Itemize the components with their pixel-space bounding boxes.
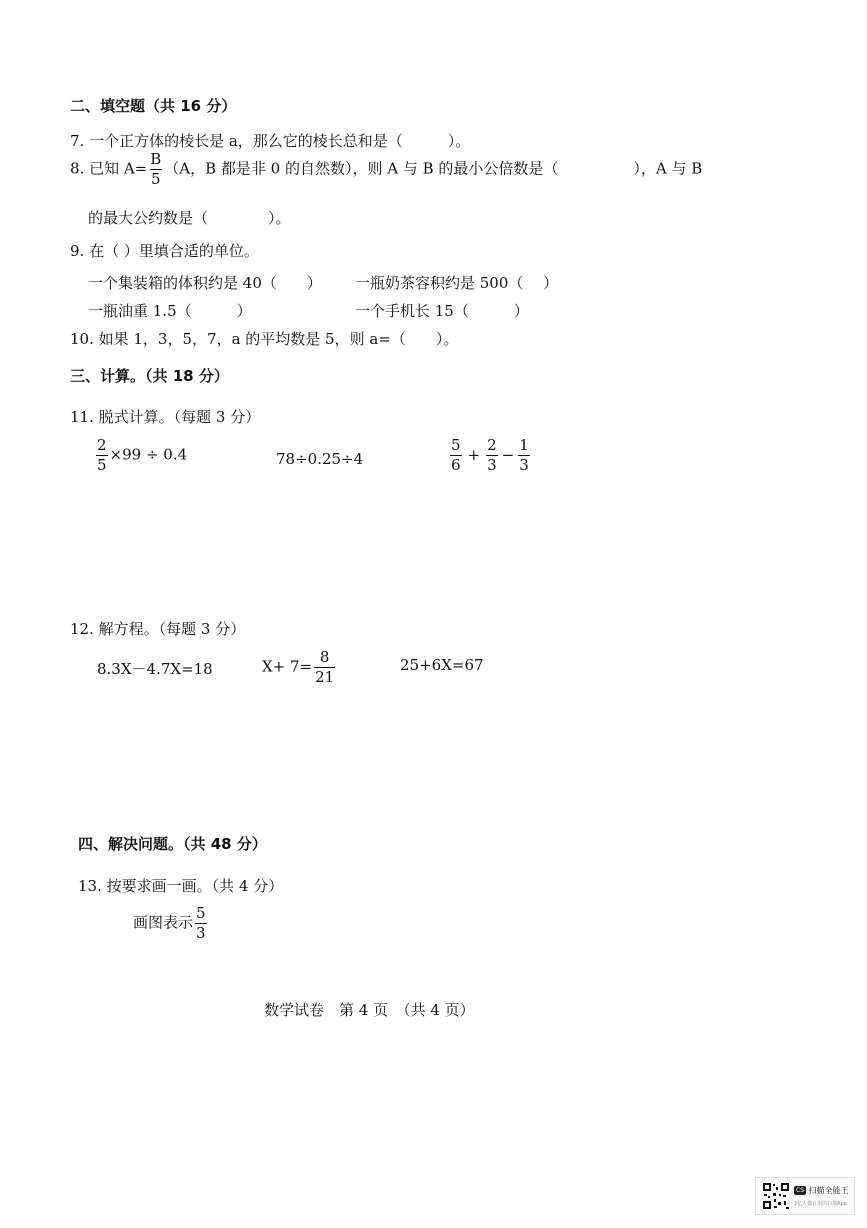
question-9-item-b: 一瓶奶茶容积约是 500（ ） [355, 274, 559, 292]
fraction-numerator: 2 [487, 436, 497, 454]
fraction-denominator: 3 [519, 456, 529, 474]
question-13-task [133, 906, 209, 941]
question-12-eq-1: 8.3X－4.7X=18 [97, 660, 213, 678]
operator-minus: − [501, 445, 515, 464]
fraction-8-over-21 [314, 650, 335, 685]
fraction-5-over-3 [195, 906, 207, 941]
question-8-prefix: 8. 已知 A= [70, 159, 148, 178]
question-8-middle: （A，B 都是非 0 的自然数），则 A 与 B 的最小公倍数是（ ），A 与 B [164, 159, 703, 178]
fraction-2-over-3 [486, 438, 498, 473]
question-11-expr-1 [94, 438, 187, 473]
question-11-stem: 11. 脱式计算。（每题 3 分） [70, 408, 261, 426]
question-11-expr-3 [448, 438, 532, 473]
fraction-1-over-3 [518, 438, 530, 473]
question-9-item-a: 一个集装箱的体积约是 40（ ） [88, 274, 322, 292]
section-heading-fill-in: 二、填空题（共 16 分） [70, 97, 237, 115]
scanner-tagline: 3亿人都在用的扫描App [794, 1201, 847, 1207]
fraction-numerator: 5 [451, 436, 461, 454]
scanner-badge [755, 1177, 855, 1215]
fraction-numerator: 5 [196, 904, 206, 922]
operator-plus: + [467, 445, 481, 464]
question-8-line2: 的最大公约数是（ ）。 [88, 209, 291, 227]
question-8 [70, 152, 702, 187]
fraction-denominator: 21 [315, 668, 335, 686]
section-heading-problem-solving: 四、解决问题。（共 48 分） [78, 835, 267, 853]
fraction-denominator: 6 [451, 456, 461, 474]
fraction-denominator: 3 [196, 924, 206, 942]
question-12-stem: 12. 解方程。（每题 3 分） [70, 620, 246, 638]
question-7: 7. 一个正方体的棱长是 a，那么它的棱长总和是（ ）。 [70, 132, 471, 150]
task-label: 画图表示 [133, 913, 194, 932]
fraction-denominator: 5 [150, 170, 161, 188]
equation-lhs: X+ 7= [262, 657, 313, 676]
qr-code-icon [762, 1182, 790, 1210]
question-13-stem: 13. 按要求画一画。（共 4 分） [78, 877, 284, 895]
question-11-expr-2: 78÷0.25÷4 [276, 450, 364, 468]
fraction-b-over-5 [149, 152, 162, 187]
page-footer: 数学试卷 第 4 页 （共 4 页） [264, 1001, 475, 1019]
question-9-stem: 9. 在（ ）里填合适的单位。 [70, 242, 259, 260]
fraction-denominator: 5 [97, 456, 107, 474]
expr-rest: ×99 ÷ 0.4 [109, 445, 188, 464]
question-12-eq-2 [262, 650, 337, 685]
fraction-numerator: 1 [519, 436, 529, 454]
scanner-brand [794, 1185, 849, 1196]
scanner-name: 扫描全能王 [808, 1186, 849, 1195]
question-9-item-d: 一个手机长 15（ ） [355, 302, 529, 320]
fraction-numerator: 2 [97, 436, 107, 454]
camscanner-logo-icon: CS [796, 1187, 804, 1194]
question-12-eq-3: 25+6X=67 [400, 656, 484, 674]
fraction-2-over-5 [96, 438, 108, 473]
fraction-numerator: 8 [319, 648, 330, 666]
fraction-denominator: 3 [487, 456, 497, 474]
fraction-5-over-6 [450, 438, 462, 473]
fraction-numerator: B [150, 150, 162, 168]
section-heading-calculation: 三、计算。（共 18 分） [70, 367, 229, 385]
question-10: 10. 如果 1，3，5，7，a 的平均数是 5，则 a=（ ）。 [70, 330, 459, 348]
question-9-item-c: 一瓶油重 1.5（ ） [88, 302, 252, 320]
